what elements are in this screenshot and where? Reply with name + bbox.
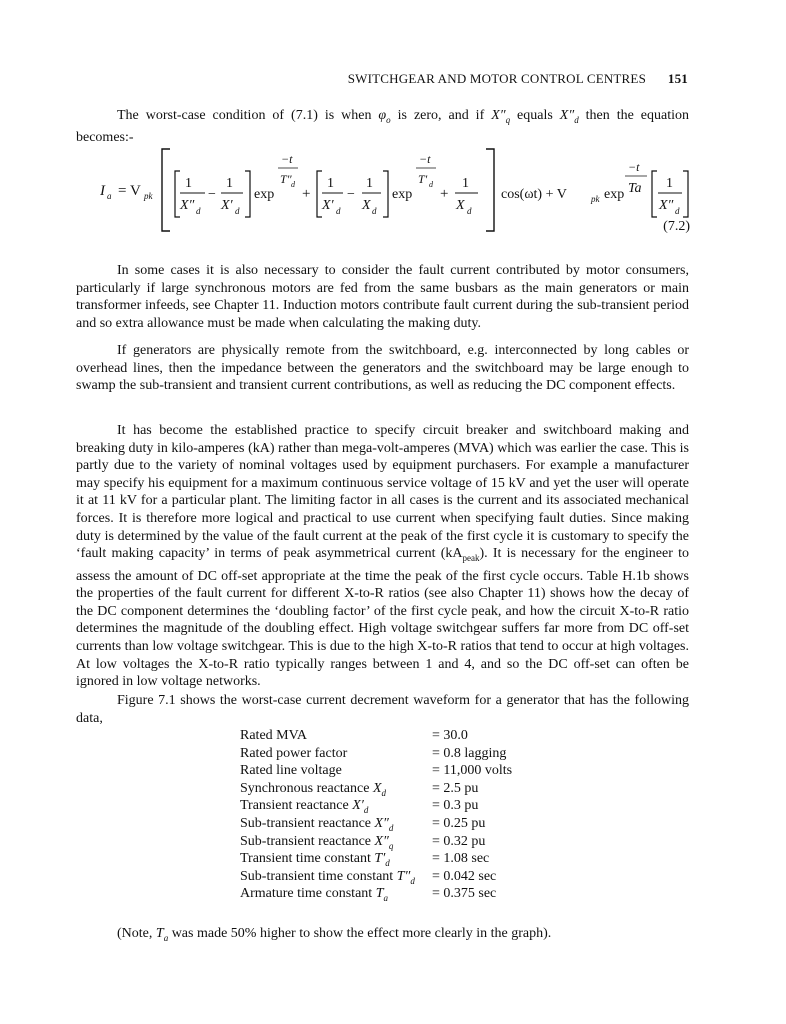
eq-exp-3: exp (604, 187, 625, 202)
eq-plus-2: + (440, 186, 449, 202)
eq-frac-3-num: 1 (327, 176, 334, 191)
eq-exp-2-num: −t (419, 152, 431, 166)
note-paragraph: (Note, $T_a$ was made 50% higher to show the effect more clearly in the graph). (117, 926, 552, 943)
eq-equals-v: = V (118, 183, 141, 199)
eq-bracket-1-right (245, 171, 250, 217)
eq-lhs: I (100, 183, 105, 199)
eq-frac-6-num: 1 (666, 176, 673, 191)
equation-number: (7.2) (663, 219, 690, 234)
eq-bracket-3-right (683, 171, 688, 217)
eq-exp-1: exp (254, 187, 275, 202)
eq-frac-4-num: 1 (366, 176, 373, 191)
running-title: SWITCHGEAR AND MOTOR CONTROL CENTRES (347, 71, 646, 86)
intro-paragraph: The worst-case condition of (7.1) is when $\varphi_o$ is zero, and if $X''_q$ equals $X''_d$ then the equation becomes:- (76, 108, 689, 146)
eq-frac-1-den-sub: d (196, 206, 201, 216)
eq-frac-1-den: X″ (180, 198, 195, 213)
eq-frac-6-den-sub: d (675, 206, 680, 216)
eq-exp-1-den-sub: d (291, 180, 295, 189)
eq-frac-3-den: X′ (322, 198, 334, 213)
eq-frac-2-num: 1 (226, 176, 233, 191)
equation-7-2 (100, 143, 700, 243)
eq-exp-2-den-sub: d (429, 180, 433, 189)
eq-bracket-2-right (383, 171, 388, 217)
eq-frac-3-den-sub: d (336, 206, 341, 216)
eq-minus-2: − (347, 187, 355, 202)
paragraph-figure-reference: Figure 7.1 shows the worst-case current decrement waveform for a generator that has the following data, (76, 693, 689, 726)
eq-lhs-sub: a (107, 191, 112, 201)
page-number: 151 (667, 71, 688, 86)
eq-outer-bracket-left (162, 149, 170, 231)
paragraph-rating-practice: It has become the established practice to specify circuit breaker and switchboard making and breaking duty in kilo-amperes (kA) rather than mega-volt-amperes (MVA) which was earlier the case. This is partly due to the variety of nominal voltages used by equipment purchasers. For example a manufacturer may specify his equipment for a maximum continuous service voltage of 15 kV and yet the user will operate it at 11 kV for a particular plant. The limiting factor in all cases is the current and its associated mechanical forces. It is therefore more logical and practical to use current when specifying fault duties. Since making duty is determined by the value of the fault current at the peak of the first cycle it is customary to specify the ‘fault making capacity’ in terms of peak asymmetrical current $(kA_{peak})$. It is necessary for the engineer to assess the amount of DC off-set appropriate at the time the peak of the first cycle occurs. Table H.1b shows the properties of the fault current for different X-to-R ratios (see also Chapter 11) shows how the decay of the DC component determines the ‘doubling factor’ of the first cycle peak, and how the circuit X-to-R ratio determines the magnitude of the doubling effect. High voltage switchgear suffers far more from DC off-set currents than low voltage switchgear. This is due to the high X-to-R ratios that tend to occur at high voltages. At low voltages the X-to-R ratio typically ranges between 1 and 4, and so the DC off-set can often be ignored in low voltage networks. (76, 423, 689, 690)
eq-vpk2-sub: pk (591, 194, 600, 204)
eq-frac-5-den-sub: d (467, 206, 472, 216)
eq-minus-1: − (208, 187, 216, 202)
eq-frac-2-den-sub: d (235, 206, 240, 216)
paragraph-motor-contribution: In some cases it is also necessary to consider the fault current contributed by motor consumers, particularly if large synchronous motors are fed from the same busbars as the main generators or main transformer infeeds, see Chapter 11. Induction motors contribute fault current during the sub-transient period and so extra allowance must be made when calculating the making duty. (76, 263, 689, 331)
eq-plus-1: + (302, 186, 311, 202)
eq-frac-5-den: X (456, 198, 465, 213)
eq-exp-1-num: −t (281, 152, 293, 166)
eq-frac-1-num: 1 (185, 176, 192, 191)
eq-frac-6-den: X″ (659, 198, 674, 213)
paragraph-remote-generators: If generators are physically remote from the switchboard, e.g. interconnected by long cables or overhead lines, then the impedance between the generators and the switchboard may be large enough to swamp the sub-transient and transient current contributions, as well as reducing the DC component effects. (76, 343, 689, 394)
eq-vpk-sub: pk (144, 191, 153, 201)
eq-outer-bracket-right (486, 149, 494, 231)
eq-exp-2-den: T′ (418, 172, 428, 186)
eq-cos-term: cos(ωt) + V (501, 187, 567, 202)
eq-exp-2: exp (392, 187, 413, 202)
eq-frac-2-den: X′ (221, 198, 233, 213)
eq-frac-4-den-sub: d (372, 206, 377, 216)
eq-bracket-3-left (652, 171, 657, 217)
running-header (76, 71, 688, 89)
eq-exp-1-den: T″ (280, 172, 292, 186)
eq-frac-5-num: 1 (462, 176, 469, 191)
eq-exp-3-den: Ta (628, 181, 642, 196)
eq-frac-4-den: X (362, 198, 371, 213)
eq-exp-3-num: −t (628, 160, 640, 174)
